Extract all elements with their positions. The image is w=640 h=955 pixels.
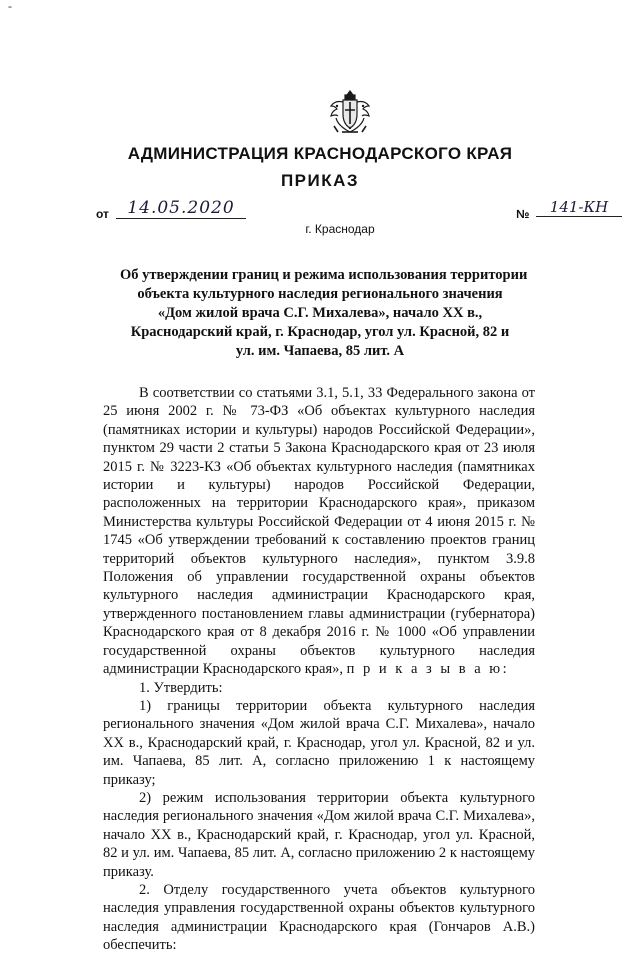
item-1: 1. Утвердить: bbox=[139, 679, 223, 696]
heading-line: «Дом жилой врача С.Г. Михалева», начало XX в., bbox=[157, 305, 483, 321]
heading-line: Краснодарский край, г. Краснодар, угол ул. Красной, 82 и bbox=[130, 324, 510, 340]
organization-title: АДМИНИСТРАЦИЯ КРАСНОДАРСКОГО КРАЯ bbox=[127, 144, 513, 163]
preamble-paragraph bbox=[103, 384, 535, 679]
heading-line: ул. им. Чапаева, 85 лит. А bbox=[235, 343, 405, 359]
document-type: ПРИКАЗ bbox=[280, 171, 360, 190]
item-1-subitem-2: 2) режим использования территории объекта культурного наследия регионального значения «Дом жилой врача С.Г. Михалева», начало XX в., Краснодарский край, г. Краснодар, угол ул. Красной, 82 и ул. им. Чапаева, 85 лит. А, согласно приложению 2 к настоящему приказу. bbox=[103, 789, 535, 880]
order-word: п р и к а з ы в а ю: bbox=[346, 661, 510, 678]
number-label: № bbox=[516, 207, 530, 221]
number-value-handwritten: 141-КН bbox=[536, 198, 622, 217]
item-2: 2. Отделу государственного учета объектов культурного наследия управления государственной охраны объектов культурного наследия администрации Краснодарского края (Гончаров А.В.) обеспечить: bbox=[103, 881, 535, 954]
coat-of-arms-icon bbox=[328, 88, 372, 138]
date-label: от bbox=[96, 207, 109, 221]
document-body bbox=[103, 384, 535, 955]
city-name: г. Краснодар bbox=[305, 222, 375, 236]
corner-dash-mark: - bbox=[8, 0, 12, 13]
item-1-subitem-1: 1) границы территории объекта культурного наследия регионального значения «Дом жилой врача С.Г. Михалева», начало XX в., Краснодарский край, г. Краснодар, угол ул. Красной, 82 и ул. им. Чапаева, 85 лит. А, согласно приложению 1 к настоящему приказу; bbox=[103, 697, 535, 788]
preamble-text: В соответствии со статьями 3.1, 5.1, 33 Федерального закона от 25 июня 2002 г. № 73-ФЗ «Об объектах культурного наследия (памятниках истории и культуры) народов Российской Федерации», пунктом 29 части 2 статьи 5 Закона Краснодарского края от 23 июля 2015 г. № 3223-КЗ «Об объектах культурного наследия (памятниках истории и культуры) народов Российской Федерации, расположенных на территории Краснодарского края», приказом Министерства культуры Российской Федерации от 4 июня 2015 г. № 1745 «Об утверждении требований к составлению проектов границ территорий объектов культурного наследия», пунктом 3.9.8 Положения об управлении государственной охраны объектов культурного наследия администрации Краснодарского края, утвержденного постановлением главы администрации (губернатора) Краснодарского края от 8 декабря 2016 г. № 1000 «Об управлении государственной охраны объектов культурного наследия администрации Краснодарского края», bbox=[103, 385, 535, 678]
heading-line: объекта культурного наследия регионального значения bbox=[137, 286, 503, 302]
heading-line: Об утверждении границ и режима использования территории bbox=[120, 267, 528, 283]
document-heading bbox=[120, 266, 528, 361]
date-value-handwritten: 14.05.2020 bbox=[116, 198, 246, 219]
